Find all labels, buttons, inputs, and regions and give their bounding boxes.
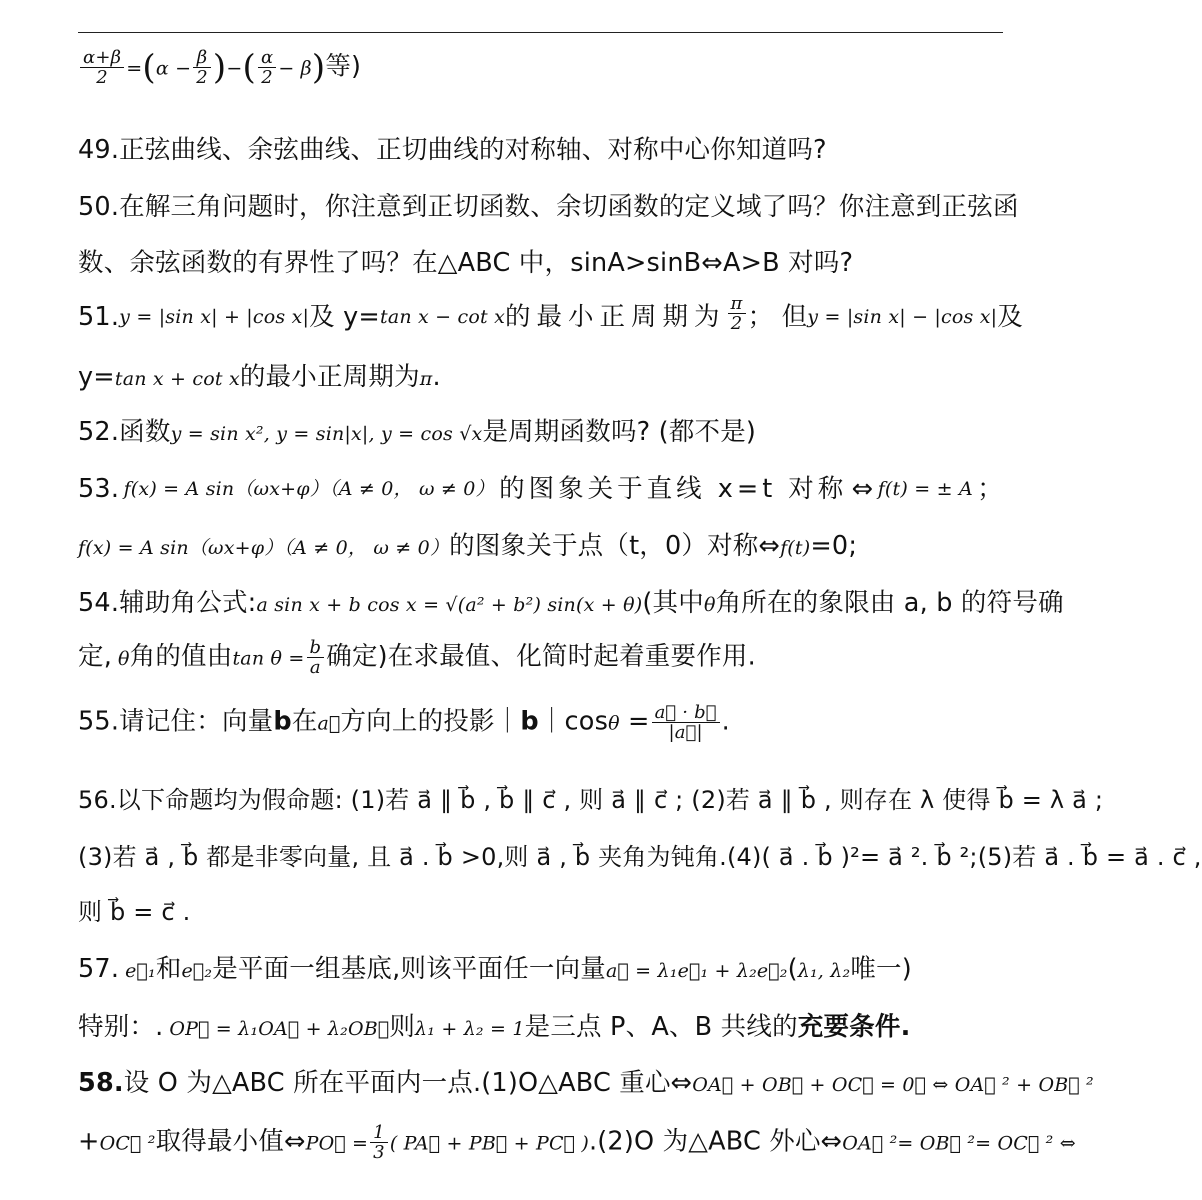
item-56-line2: (3)若 a⃗ , b⃗ 都是非零向量, 且 a⃗ . b⃗ >0,则 a⃗ , b⃗ 夹角为钝角.(4)( a⃗ . b⃗ )²= a⃗ ². b⃗ ²;(5)若 a⃗ . b⃗ = a⃗ . c⃗ , [78, 843, 1202, 871]
item-58-line2: +OC⃗ ²取得最小值⇔PO⃗ = $\frac{1}{3}$ ( PA⃗ + PB⃗ + PC⃗ ).(2)O 为△ABC 外心⇔OA⃗ ²= OB⃗ ²= OC⃗ ² ⇔ [78, 1122, 1076, 1163]
fraction-beta-2: $\frac{\beta}{2}$ [193, 48, 211, 87]
item-51-line2: y=tan x + cot x的最小正周期为π. [78, 362, 441, 392]
item-55: 55.请记住：向量b在a⃗方向上的投影｜b｜cosθ = $\frac{a⃗ \cdot b⃗}{|a⃗|}$ . [78, 702, 730, 743]
item-52: 52.函数y = sin x², y = sin|x|, y = cos √x是周期函数吗? (都不是) [78, 417, 757, 447]
item-56-line3: 则 b⃗ = c⃗ . [78, 898, 191, 926]
item-49: 49.正弦曲线、余弦曲线、正切曲线的对称轴、对称中心你知道吗? [78, 135, 827, 165]
item-50-line1: 50.在解三角问题时，你注意到正切函数、余切函数的定义域了吗？你注意到正弦函 [78, 192, 1019, 222]
top-rule [78, 32, 1003, 33]
item-53-line2: f(x) = A sin（ωx+φ）（A ≠ 0， ω ≠ 0）的图象关于点（t，0）对称⇔f(t)=0; [78, 531, 858, 561]
item-58-line1: 58.设 O 为△ABC 所在平面内一点.(1)O△ABC 重心⇔OA⃗ + OB⃗ + OC⃗ = 0⃗ ⇔ OA⃗ ² + OB⃗ ² [78, 1068, 1094, 1098]
item-57-line2: 特别：. OP⃗ = λ₁OA⃗ + λ₂OB⃗则λ₁ + λ₂ = 1是三点 P、A、B 共线的充要条件. [78, 1012, 911, 1042]
item-53-line1: 53. f(x) = A sin（ωx+φ）（A ≠ 0， ω ≠ 0） 的图象关于直线 x=t 对称 ⇔ f(t) = ± A ； [78, 474, 1003, 504]
fraction-pi-2: $\frac{\pi}{2}$ [728, 294, 746, 334]
fraction-projection: $\frac{a⃗ \cdot b⃗}{|a⃗|}$ [652, 703, 720, 742]
item-50-line2: 数、余弦函数的有界性了吗？在△ABC 中，sinA>sinB⇔A>B 对吗? [78, 248, 854, 278]
line-formula-continuation: $\frac{\alpha+\beta}{2}$ =(α − $\frac{\beta}{2}$ )−( $\frac{\alpha}{2}$ − β)等) [78, 48, 1008, 87]
item-51-line1: 51. y = |sin x| + |cos x| 及 y= tan x − cot x 的最小正周期为 $\frac{\pi}{2}$ ； 但 y = |sin x| − |cos x| 及 [78, 293, 1023, 334]
item-57-line1: 57. e⃗₁和e⃗₂是平面一组基底,则该平面任一向量a⃗ = λ₁e⃗₁ + λ₂e⃗₂(λ₁, λ₂唯一) [78, 954, 912, 984]
item-56-line1: 56.以下命题均为假命题: (1)若 a⃗ ∥ b⃗ , b⃗ ∥ c⃗ , 则 a⃗ ∥ c⃗ ; (2)若 a⃗ ∥ b⃗ , 则存在 λ 使得 b⃗ = λ a⃗ ; [78, 786, 1104, 814]
fraction-alpha-plus-beta: $\frac{\alpha+\beta}{2}$ [80, 48, 124, 87]
fraction-alpha-2: $\frac{\alpha}{2}$ [258, 48, 276, 87]
item-54-line1: 54.辅助角公式:a sin x + b cos x = √(a² + b²) sin(x + θ)(其中θ角所在的象限由 a, b 的符号确 [78, 588, 1064, 618]
fraction-one-third: $\frac{1}{3}$ [370, 1123, 388, 1162]
fraction-b-a: $\frac{b}{a}$ [307, 638, 325, 677]
item-54-line2: 定, θ角的值由tan θ = $\frac{b}{a}$ 确定)在求最值、化简时起着重要作用. [78, 637, 756, 678]
